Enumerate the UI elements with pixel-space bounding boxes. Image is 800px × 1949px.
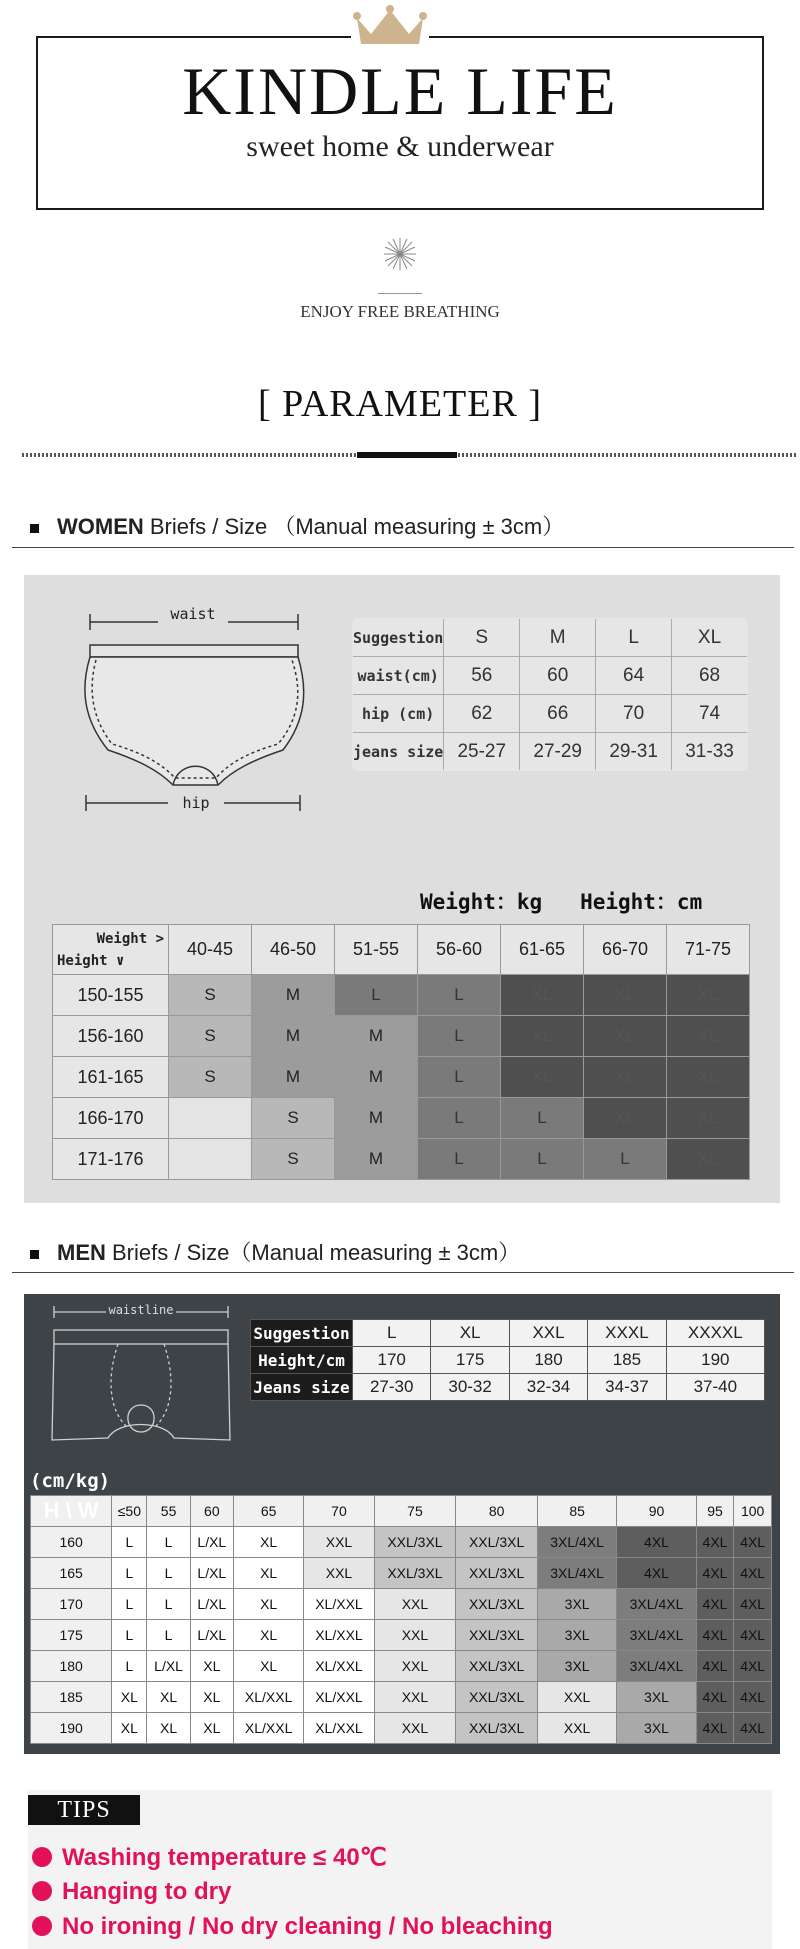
table-row bbox=[31, 1713, 772, 1744]
table-row bbox=[251, 1320, 765, 1347]
unit-label: (cm/kg) bbox=[30, 1470, 111, 1492]
size-cell: XL bbox=[501, 1057, 584, 1098]
corner-cell: H \ W bbox=[31, 1496, 112, 1527]
size-cell: 3XL/4XL bbox=[537, 1527, 616, 1558]
size-cell: 3XL/4XL bbox=[617, 1651, 696, 1682]
section-divider bbox=[12, 1272, 794, 1273]
table-cell: XXXL bbox=[588, 1320, 666, 1347]
size-cell: 3XL/4XL bbox=[617, 1620, 696, 1651]
table-row bbox=[353, 657, 748, 695]
weight-header: 56-60 bbox=[418, 925, 501, 975]
size-cell: L bbox=[418, 1098, 501, 1139]
size-cell: XL/XXL bbox=[233, 1713, 303, 1744]
table-cell: 31-33 bbox=[672, 733, 748, 771]
square-bullet-icon bbox=[30, 1250, 39, 1259]
waistline-label: waistline bbox=[106, 1303, 176, 1317]
size-cell: XXL bbox=[374, 1620, 456, 1651]
height-label: 180 bbox=[31, 1651, 112, 1682]
table-row bbox=[53, 1057, 750, 1098]
table-cell: 27-30 bbox=[353, 1374, 431, 1401]
weight-header: 66-70 bbox=[584, 925, 667, 975]
size-cell: 4XL bbox=[734, 1620, 772, 1651]
table-cell: 68 bbox=[672, 657, 748, 695]
weight-header: ≤50 bbox=[112, 1496, 147, 1527]
height-label: 156-160 bbox=[53, 1016, 169, 1057]
table-row bbox=[53, 975, 750, 1016]
divider bbox=[378, 293, 422, 294]
tip-text: Washing temperature ≤ 40℃ bbox=[62, 1844, 387, 1871]
height-label: 170 bbox=[31, 1589, 112, 1620]
size-cell: 4XL bbox=[734, 1713, 772, 1744]
size-cell: XXL/3XL bbox=[456, 1527, 538, 1558]
table-cell: XXL bbox=[509, 1320, 587, 1347]
table-cell: 185 bbox=[588, 1347, 666, 1374]
size-cell: XL bbox=[190, 1682, 233, 1713]
size-cell: 4XL bbox=[617, 1558, 696, 1589]
table-row bbox=[31, 1527, 772, 1558]
brand-title: KINDLE LIFE bbox=[182, 53, 618, 129]
size-cell: XXL/3XL bbox=[456, 1558, 538, 1589]
size-cell: 3XL bbox=[537, 1620, 616, 1651]
men-heading bbox=[30, 1236, 520, 1267]
table-row bbox=[31, 1558, 772, 1589]
table-cell: 60 bbox=[520, 657, 596, 695]
header-cell: L bbox=[596, 619, 672, 657]
flower-icon bbox=[382, 236, 418, 272]
table-cell: 175 bbox=[431, 1347, 509, 1374]
divider-bar bbox=[357, 452, 457, 458]
size-cell: L bbox=[584, 1139, 667, 1180]
size-cell: XXL bbox=[374, 1651, 456, 1682]
size-cell: XL/XXL bbox=[304, 1589, 374, 1620]
women-heading-bold: WOMEN bbox=[57, 514, 144, 539]
size-cell: XL bbox=[667, 1139, 750, 1180]
size-cell: XXL/3XL bbox=[374, 1558, 456, 1589]
size-cell: L bbox=[501, 1139, 584, 1180]
size-cell: L bbox=[418, 975, 501, 1016]
tip-text: No ironing / No dry cleaning / No bleaching bbox=[62, 1913, 553, 1940]
size-cell: XXL/3XL bbox=[456, 1682, 538, 1713]
size-cell: L/XL bbox=[190, 1589, 233, 1620]
header-cell: M bbox=[520, 619, 596, 657]
table-cell: XXXXL bbox=[666, 1320, 764, 1347]
size-cell: XXL bbox=[374, 1589, 456, 1620]
size-cell: 3XL/4XL bbox=[617, 1589, 696, 1620]
size-cell: 4XL bbox=[617, 1527, 696, 1558]
table-cell: 25-27 bbox=[444, 733, 520, 771]
table-cell: 37-40 bbox=[666, 1374, 764, 1401]
size-cell: 3XL bbox=[537, 1651, 616, 1682]
size-cell: XL bbox=[233, 1558, 303, 1589]
table-cell: 70 bbox=[596, 695, 672, 733]
height-label: 175 bbox=[31, 1620, 112, 1651]
size-cell: 3XL/4XL bbox=[537, 1558, 616, 1589]
size-cell: M bbox=[252, 975, 335, 1016]
size-cell: XL bbox=[190, 1651, 233, 1682]
table-cell: 56 bbox=[444, 657, 520, 695]
table-row bbox=[31, 1589, 772, 1620]
size-cell bbox=[169, 1098, 252, 1139]
table-cell: 180 bbox=[509, 1347, 587, 1374]
size-cell: M bbox=[252, 1057, 335, 1098]
size-cell: XL bbox=[233, 1527, 303, 1558]
size-cell: S bbox=[169, 1016, 252, 1057]
women-heading-text: Briefs / Size （Manual measuring ± 3cm） bbox=[143, 514, 565, 539]
table-row bbox=[53, 925, 750, 975]
size-cell: 3XL bbox=[617, 1682, 696, 1713]
tip-item bbox=[32, 1843, 387, 1872]
size-cell: XXL bbox=[374, 1682, 456, 1713]
table-cell: 66 bbox=[520, 695, 596, 733]
header-cell: XL bbox=[672, 619, 748, 657]
size-cell: XL bbox=[501, 975, 584, 1016]
weight-header: 61-65 bbox=[501, 925, 584, 975]
size-cell: S bbox=[169, 975, 252, 1016]
size-cell: XL bbox=[233, 1589, 303, 1620]
men-grid-body bbox=[31, 1527, 772, 1744]
size-cell: 4XL bbox=[734, 1651, 772, 1682]
size-cell: 4XL bbox=[696, 1682, 734, 1713]
size-cell: 4XL bbox=[734, 1682, 772, 1713]
size-cell: L bbox=[147, 1527, 190, 1558]
size-cell: XL bbox=[584, 1098, 667, 1139]
weight-header: 65 bbox=[233, 1496, 303, 1527]
size-cell: L/XL bbox=[147, 1651, 190, 1682]
size-cell: L bbox=[112, 1651, 147, 1682]
square-bullet-icon bbox=[30, 524, 39, 533]
table-row bbox=[31, 1620, 772, 1651]
size-cell: L bbox=[112, 1589, 147, 1620]
size-cell: XL bbox=[584, 975, 667, 1016]
weight-height-label: Weight：kg Height：cm bbox=[420, 890, 703, 914]
size-cell: L bbox=[147, 1589, 190, 1620]
waist-label: waist bbox=[158, 605, 228, 623]
table-cell: 64 bbox=[596, 657, 672, 695]
men-heading-text: Briefs / Size（Manual measuring ± 3cm） bbox=[105, 1240, 521, 1265]
tips-label: TIPS bbox=[28, 1795, 140, 1825]
weight-header: 60 bbox=[190, 1496, 233, 1527]
table-cell: 170 bbox=[353, 1347, 431, 1374]
size-cell: 4XL bbox=[696, 1651, 734, 1682]
size-cell: L bbox=[112, 1558, 147, 1589]
height-label: 150-155 bbox=[53, 975, 169, 1016]
size-cell: XL bbox=[584, 1016, 667, 1057]
size-cell: L bbox=[335, 975, 418, 1016]
size-cell: XL bbox=[667, 975, 750, 1016]
size-cell: XXL bbox=[537, 1713, 616, 1744]
size-cell: XL bbox=[147, 1713, 190, 1744]
size-cell: XXL bbox=[537, 1682, 616, 1713]
height-label: 160 bbox=[31, 1527, 112, 1558]
size-cell: XL bbox=[233, 1651, 303, 1682]
table-cell: 34-37 bbox=[588, 1374, 666, 1401]
size-cell: M bbox=[252, 1016, 335, 1057]
size-cell: XL bbox=[147, 1682, 190, 1713]
women-briefs-diagram bbox=[78, 600, 308, 820]
size-cell: 4XL bbox=[696, 1713, 734, 1744]
weight-header: 55 bbox=[147, 1496, 190, 1527]
size-cell: L bbox=[112, 1620, 147, 1651]
size-cell: XXL/3XL bbox=[374, 1527, 456, 1558]
weight-axis-label: Weight > bbox=[96, 930, 164, 947]
corner-cell bbox=[53, 925, 169, 975]
size-cell: XL/XXL bbox=[233, 1682, 303, 1713]
table-cell: 62 bbox=[444, 695, 520, 733]
size-cell: 3XL bbox=[537, 1589, 616, 1620]
size-cell: XL bbox=[667, 1016, 750, 1057]
tip-text: Hanging to dry bbox=[62, 1878, 232, 1905]
size-cell: XXL/3XL bbox=[456, 1589, 538, 1620]
size-cell: L/XL bbox=[190, 1527, 233, 1558]
size-cell: L/XL bbox=[190, 1558, 233, 1589]
size-cell: 4XL bbox=[734, 1558, 772, 1589]
height-label: 166-170 bbox=[53, 1098, 169, 1139]
weight-header: 80 bbox=[456, 1496, 538, 1527]
size-cell: XXL bbox=[304, 1558, 374, 1589]
size-cell: 4XL bbox=[696, 1527, 734, 1558]
table-cell: L bbox=[353, 1320, 431, 1347]
size-cell: 4XL bbox=[734, 1589, 772, 1620]
size-cell: XL bbox=[667, 1098, 750, 1139]
table-row bbox=[53, 1098, 750, 1139]
size-cell: M bbox=[335, 1098, 418, 1139]
size-cell: XXL/3XL bbox=[456, 1651, 538, 1682]
tagline: ENJOY FREE BREATHING bbox=[300, 302, 500, 321]
height-label: 185 bbox=[31, 1682, 112, 1713]
weight-header: 85 bbox=[537, 1496, 616, 1527]
size-cell: S bbox=[252, 1098, 335, 1139]
row-label: waist(cm) bbox=[353, 657, 444, 695]
table-row bbox=[53, 1016, 750, 1057]
size-cell: XXL/3XL bbox=[456, 1620, 538, 1651]
tip-item bbox=[32, 1913, 553, 1941]
men-briefs-diagram bbox=[48, 1300, 238, 1450]
size-cell: 4XL bbox=[696, 1620, 734, 1651]
men-heading-bold: MEN bbox=[57, 1240, 106, 1265]
size-cell: 4XL bbox=[696, 1589, 734, 1620]
bullet-icon bbox=[32, 1881, 52, 1901]
table-cell: 27-29 bbox=[520, 733, 596, 771]
size-cell: M bbox=[335, 1139, 418, 1180]
size-cell: XXL bbox=[304, 1527, 374, 1558]
size-cell: L bbox=[112, 1527, 147, 1558]
size-cell: XL/XXL bbox=[304, 1651, 374, 1682]
header-cell: Suggestion bbox=[353, 619, 444, 657]
women-size-grid bbox=[52, 924, 750, 1180]
weight-header: 100 bbox=[734, 1496, 772, 1527]
bullet-icon bbox=[32, 1847, 52, 1867]
size-cell: XL bbox=[112, 1713, 147, 1744]
size-cell: XXL/3XL bbox=[456, 1713, 538, 1744]
table-cell: 32-34 bbox=[509, 1374, 587, 1401]
table-row bbox=[251, 1374, 765, 1401]
table-row bbox=[353, 733, 748, 771]
table-cell: 190 bbox=[666, 1347, 764, 1374]
size-cell: XL bbox=[233, 1620, 303, 1651]
size-cell: XL/XXL bbox=[304, 1713, 374, 1744]
weight-header: 40-45 bbox=[169, 925, 252, 975]
size-cell: XL bbox=[112, 1682, 147, 1713]
row-label: jeans size bbox=[353, 733, 444, 771]
size-cell: M bbox=[335, 1057, 418, 1098]
size-cell: 4XL bbox=[696, 1558, 734, 1589]
weight-header: 90 bbox=[617, 1496, 696, 1527]
size-cell: L bbox=[501, 1098, 584, 1139]
size-cell bbox=[169, 1139, 252, 1180]
size-cell: L bbox=[418, 1139, 501, 1180]
row-label: hip (cm) bbox=[353, 695, 444, 733]
size-cell: L bbox=[147, 1558, 190, 1589]
height-axis-label: Height ∨ bbox=[57, 952, 125, 969]
weight-header: 75 bbox=[374, 1496, 456, 1527]
size-cell: L bbox=[418, 1016, 501, 1057]
size-cell: 4XL bbox=[734, 1527, 772, 1558]
row-label: Height/cm bbox=[251, 1347, 353, 1374]
table-cell: 74 bbox=[672, 695, 748, 733]
table-cell: 29-31 bbox=[596, 733, 672, 771]
table-cell: XL bbox=[431, 1320, 509, 1347]
height-label: 165 bbox=[31, 1558, 112, 1589]
table-cell: 30-32 bbox=[431, 1374, 509, 1401]
size-cell: S bbox=[252, 1139, 335, 1180]
section-divider bbox=[12, 547, 794, 548]
hip-label: hip bbox=[168, 794, 224, 812]
women-heading bbox=[30, 510, 564, 541]
header-cell: S bbox=[444, 619, 520, 657]
size-cell: XL/XXL bbox=[304, 1620, 374, 1651]
table-row bbox=[251, 1347, 765, 1374]
table-row bbox=[353, 619, 748, 657]
size-cell: L bbox=[418, 1057, 501, 1098]
height-label: 161-165 bbox=[53, 1057, 169, 1098]
size-cell: XL bbox=[190, 1713, 233, 1744]
men-size-body bbox=[251, 1320, 765, 1401]
weight-header: 70 bbox=[304, 1496, 374, 1527]
men-size-grid bbox=[30, 1495, 772, 1744]
size-cell: L/XL bbox=[190, 1620, 233, 1651]
size-cell: S bbox=[169, 1057, 252, 1098]
table-row bbox=[53, 1139, 750, 1180]
table-row bbox=[31, 1496, 772, 1527]
height-label: 171-176 bbox=[53, 1139, 169, 1180]
table-row bbox=[353, 695, 748, 733]
row-label: Jeans size bbox=[251, 1374, 353, 1401]
table-row bbox=[31, 1682, 772, 1713]
height-label: 190 bbox=[31, 1713, 112, 1744]
section-title: [ PARAMETER ] bbox=[258, 383, 542, 425]
weight-header: 51-55 bbox=[335, 925, 418, 975]
size-cell: M bbox=[335, 1016, 418, 1057]
size-cell: XL bbox=[584, 1057, 667, 1098]
table-row bbox=[31, 1651, 772, 1682]
tip-item bbox=[32, 1878, 231, 1906]
brand-subtitle: sweet home & underwear bbox=[246, 130, 554, 163]
size-cell: XL bbox=[667, 1057, 750, 1098]
weight-header: 95 bbox=[696, 1496, 734, 1527]
women-grid-body bbox=[53, 975, 750, 1180]
size-cell: XXL bbox=[374, 1713, 456, 1744]
size-cell: XL/XXL bbox=[304, 1682, 374, 1713]
weight-header: 71-75 bbox=[667, 925, 750, 975]
weight-header: 46-50 bbox=[252, 925, 335, 975]
size-cell: 3XL bbox=[617, 1713, 696, 1744]
size-cell: L bbox=[147, 1620, 190, 1651]
bullet-icon bbox=[32, 1916, 52, 1936]
crown-icon bbox=[351, 4, 429, 48]
men-size-table bbox=[250, 1319, 765, 1401]
row-label: Suggestion bbox=[251, 1320, 353, 1347]
size-cell: XL bbox=[501, 1016, 584, 1057]
women-size-table bbox=[352, 618, 748, 771]
